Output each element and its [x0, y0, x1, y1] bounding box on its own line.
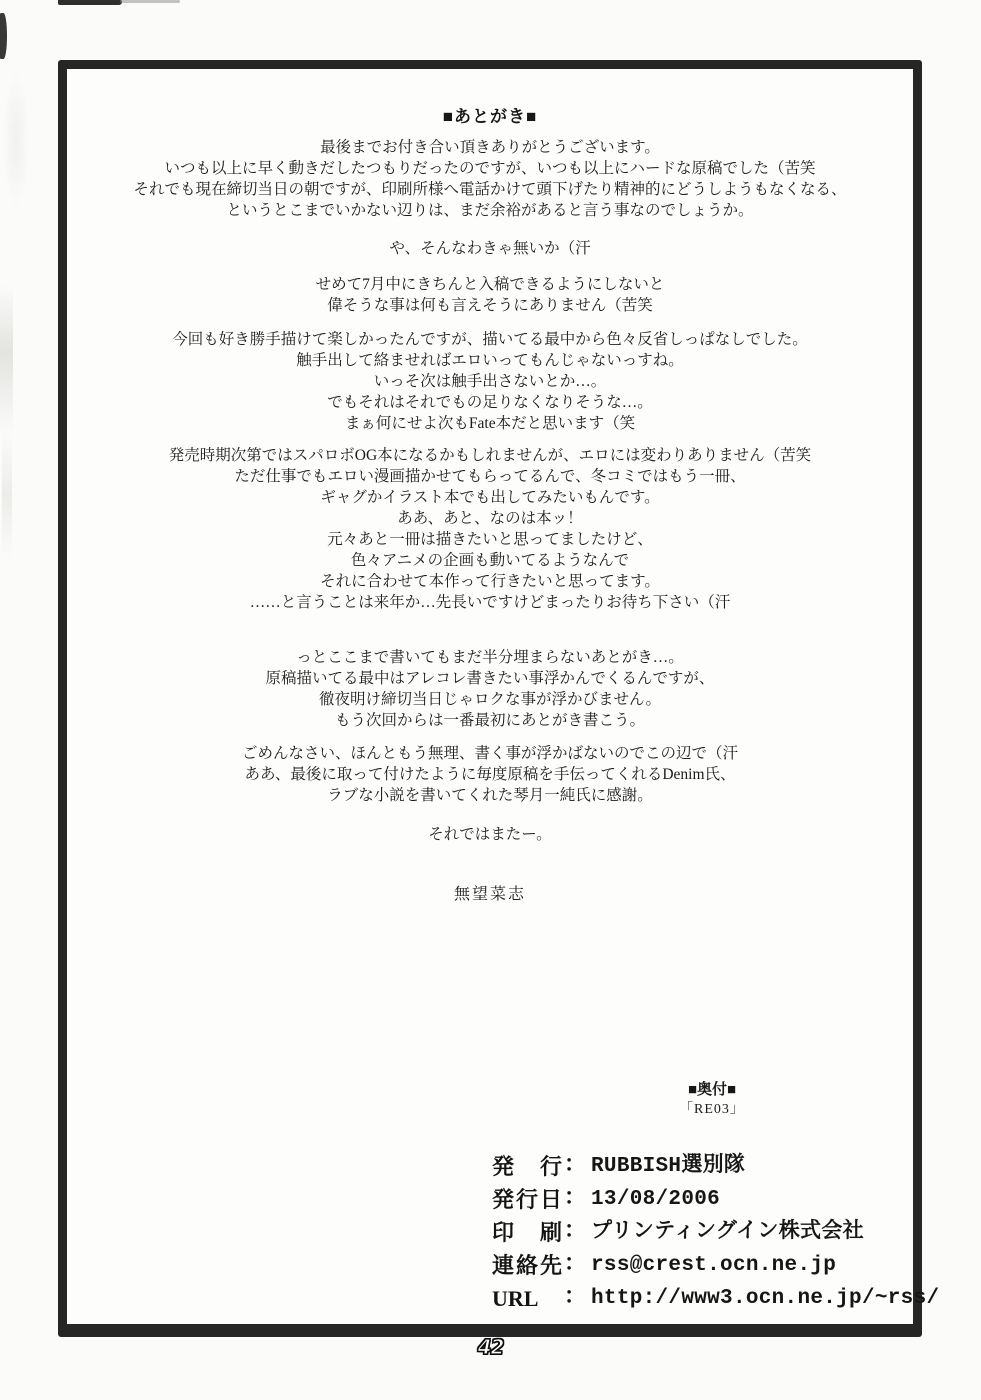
paragraph [67, 329, 913, 434]
scan-artifact-top-streak-faint [120, 0, 180, 3]
text-line: それに合わせて本作って行きたいと思ってます。 [320, 573, 660, 590]
paragraph [67, 445, 913, 613]
text-line: それではまたー。 [428, 826, 552, 843]
colophon-header-block [640, 1082, 784, 1118]
text-line: せめて7月中にきちんと入稿できるようにしないと [315, 276, 665, 293]
text-line: ああ、あと、なのは本ッ！ [397, 510, 583, 527]
text-line: ギャグかイラスト本でも出してみたいもんです。 [320, 489, 660, 506]
paragraph [67, 743, 913, 806]
author-signature: 無望菜志 [453, 886, 526, 903]
colophon-row [492, 1248, 939, 1281]
colophon-colon: ： [564, 1184, 587, 1209]
colophon-rows [492, 1149, 939, 1314]
colophon-label: 発行 [492, 1154, 562, 1179]
text-line: いっそ次は触手出さないとか…。 [373, 373, 607, 390]
text-line: 原稿描いてる最中はアレコレ書きたい事浮かんでくるんですが、 [265, 670, 715, 687]
book-code: 「RE03」 [679, 1102, 745, 1117]
text-line: ごめんなさい、ほんともう無理、書く事が浮かばないのでこの辺で（汗 [241, 745, 738, 762]
colophon-colon: ： [564, 1283, 587, 1308]
text-line: 今回も好き勝手描けて楽しかったんですが、描いてる最中から色々反省しっぱなしでした。 [172, 331, 808, 348]
text-line: や、そんなわきゃ無いか（汗 [389, 240, 591, 257]
colophon-colon: ： [564, 1250, 587, 1275]
colophon-value: http://www3.ocn.ne.jp/~rss/ [591, 1287, 940, 1310]
paragraph [67, 647, 913, 731]
colophon-colon: ： [564, 1217, 587, 1242]
scan-artifact-left-smudge [2, 70, 30, 210]
colophon-value: 13/08/2006 [591, 1188, 721, 1211]
colophon-row [492, 1281, 939, 1314]
afterword-title: ■あとがき■ [442, 107, 538, 126]
colophon-label: 連絡先 [492, 1253, 562, 1278]
paragraph [67, 137, 913, 221]
text-line: それでも現在締切当日の朝ですが、印刷所様へ電話かけて頭下げたり精神的にどうしようもなくなる、 [133, 181, 847, 198]
scan-artifact-left-smudge [2, 430, 12, 560]
colophon-value: RUBBISH選別隊 [591, 1155, 746, 1178]
colophon-value: rss@crest.ocn.ne.jp [591, 1254, 837, 1277]
text-line: 発売時期次第ではスパロボOG本になるかもしれませんが、エロには変わりありません（苦笑 [168, 447, 812, 464]
text-line: ただ仕事でもエロい漫画描かせてもらってるんで、冬コミではもう一冊、 [234, 468, 746, 485]
scan-artifact-left-blob [0, 13, 7, 59]
text-line: 徹夜明け締切当日じゃロクな事が浮かびません。 [319, 691, 661, 708]
colophon-label: 発行日 [492, 1187, 562, 1212]
colophon-value: プリンティングイン株式会社 [591, 1221, 864, 1244]
paragraph [67, 274, 913, 316]
text-line: っとここまで書いてもまだ半分埋まらないあとがき…。 [296, 649, 684, 666]
page-number: 42 [477, 1335, 504, 1359]
colophon-row [492, 1149, 939, 1182]
text-line: もう次回からは一番最初にあとがき書こう。 [334, 712, 645, 729]
paragraph [67, 824, 913, 845]
afterword-body [67, 137, 913, 845]
page-border-frame [58, 60, 940, 1337]
text-line: ……と言うことは来年か…先長いですけどまったりお待ち下さい（汗 [249, 594, 731, 611]
text-line: というとこまでいかない辺りは、まだ余裕があると言う事なのでしょうか。 [226, 202, 754, 219]
text-line: いつも以上に早く動きだしたつもりだったのですが、いつも以上にハードな原稿でした（苦笑 [164, 160, 816, 177]
colophon-label: 印刷 [492, 1220, 562, 1245]
paragraph [67, 238, 913, 259]
text-line: ラブな小説を書いてくれた琴月一純氏に感謝。 [327, 787, 653, 804]
colophon-colon: ： [564, 1151, 587, 1176]
scan-artifact-left-smudge [0, 285, 13, 435]
text-line: まぁ何にせよ次もFate本だと思います（笑 [344, 415, 636, 432]
text-line: 元々あと一冊は描きたいと思ってましたけど、 [327, 531, 653, 548]
text-line: 最後までお付き合い頂きありがとうございます。 [320, 139, 660, 156]
colophon-row [492, 1215, 939, 1248]
text-line: でもそれはそれでもの足りなくなりそうな…。 [327, 394, 653, 411]
colophon-row [492, 1182, 939, 1215]
text-line: ああ、最後に取って付けたように毎度原稿を手伝ってくれるDenim氏、 [244, 766, 736, 783]
text-line: 触手出して絡ませればエロいってもんじゃないっすね。 [296, 352, 684, 369]
afterword-section [67, 69, 913, 905]
text-line: 色々アニメの企画も動いてるようなんで [350, 552, 630, 569]
text-line: 偉そうな事は何も言えそうにありません（苦笑 [327, 297, 653, 314]
scan-artifact-top-streak [58, 0, 122, 5]
colophon-title: ■奥付■ [687, 1082, 737, 1098]
colophon-label: URL [492, 1286, 539, 1311]
